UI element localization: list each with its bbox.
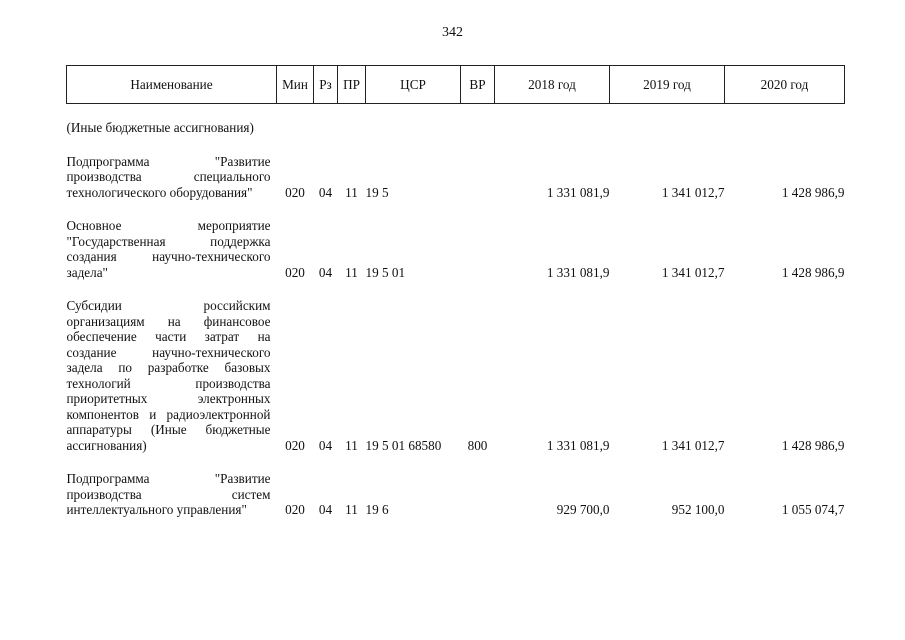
row-vr (461, 471, 495, 522)
row-pr (338, 104, 366, 140)
row-csr: 19 6 (365, 502, 389, 517)
row-2018: 1 331 081,9 (546, 437, 610, 453)
row-rz: 04 (318, 184, 333, 200)
row-min: 020 (285, 437, 305, 453)
row-rz: 04 (318, 502, 333, 517)
row-2018: 929 700,0 (556, 502, 610, 517)
row-2019: 1 341 012,7 (661, 264, 725, 280)
row-2019: 952 100,0 (671, 502, 725, 517)
row-vr: 800 (467, 437, 488, 453)
column-header-rz: Рз (314, 66, 338, 104)
row-vr (461, 154, 495, 205)
column-header-name: Наименование (67, 66, 277, 104)
row-vr (461, 104, 495, 140)
table-row (67, 218, 845, 284)
row-2020: 1 428 986,9 (781, 184, 845, 200)
row-2019: 1 341 012,7 (661, 184, 725, 200)
row-csr (366, 104, 461, 140)
column-header-2018: 2018 год (495, 66, 610, 104)
row-2020: 1 055 074,7 (781, 502, 845, 517)
row-rz: 04 (318, 264, 333, 280)
row-2018 (495, 104, 610, 140)
row-2018: 1 331 081,9 (546, 264, 610, 280)
row-csr: 19 5 01 68580 (365, 437, 442, 453)
row-pr: 11 (345, 437, 358, 453)
column-header-min: Мин (277, 66, 314, 104)
row-name: Субсидии российским организациям на финансовое обеспечение части затрат на создание научно-технического задела по разработке базовых технологий производства приоритетных электронных компонентов и радиоэлектронной аппаратуры (Иные бюджетные ассигнования) (66, 298, 271, 453)
budget-table (66, 65, 845, 522)
column-header-csr: ЦСР (366, 66, 461, 104)
row-2020 (725, 104, 845, 140)
row-pr: 11 (345, 502, 358, 517)
row-pr: 11 (345, 264, 358, 280)
row-2019 (610, 104, 725, 140)
row-pr: 11 (345, 184, 358, 200)
column-header-vr: ВР (461, 66, 495, 104)
page-number: 342 (442, 25, 463, 40)
row-min: 020 (285, 264, 305, 280)
row-name: Подпрограмма "Развитие производства систем интеллектуального управления" (66, 471, 271, 517)
row-vr (461, 218, 495, 284)
row-rz (314, 104, 338, 140)
row-2020: 1 428 986,9 (781, 437, 845, 453)
column-header-pr: ПР (338, 66, 366, 104)
row-2019: 1 341 012,7 (661, 437, 725, 453)
row-csr: 19 5 (365, 184, 389, 200)
row-min: 020 (285, 502, 305, 517)
table-row (67, 154, 845, 205)
row-rz: 04 (318, 437, 333, 453)
row-2018: 1 331 081,9 (546, 184, 610, 200)
table-row (67, 471, 845, 522)
row-name: Основное мероприятие "Государственная поддержка создания научно-технического задела" (66, 218, 271, 280)
row-2020: 1 428 986,9 (781, 264, 845, 280)
row-min (277, 104, 314, 140)
table-row (67, 298, 845, 457)
row-csr: 19 5 01 (365, 264, 406, 280)
table-header-row (67, 66, 845, 104)
column-header-2019: 2019 год (610, 66, 725, 104)
row-name: (Иные бюджетные ассигнования) (66, 120, 254, 135)
table-row (67, 104, 845, 140)
column-header-2020: 2020 год (725, 66, 845, 104)
row-min: 020 (285, 184, 305, 200)
row-name: Подпрограмма "Развитие производства специального технологического оборудования" (66, 153, 271, 200)
